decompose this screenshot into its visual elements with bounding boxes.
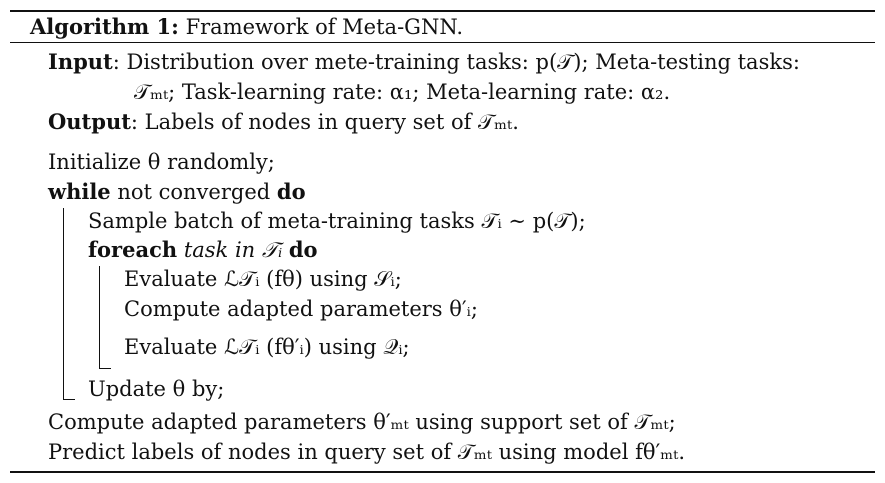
evaluate-support-step: Evaluate ℒ𝒯ᵢ (fθ) using 𝒮ᵢ; <box>124 267 402 291</box>
while-step <box>48 178 306 206</box>
while-block-bar <box>63 208 64 400</box>
input-line-1 <box>48 48 800 76</box>
update-step: Update θ by; <box>88 377 225 401</box>
foreach-keyword: foreach <box>88 237 178 262</box>
compute-mt-step: Compute adapted parameters θ′ₘₜ using support set of 𝒯ₘₜ; <box>48 410 676 434</box>
input-text-1: : Distribution over mete-training tasks: p(𝒯); Meta-testing tasks: <box>112 50 800 74</box>
while-keyword: while <box>48 179 111 204</box>
input-keyword: Input <box>48 49 113 74</box>
bottom-rule <box>10 471 875 473</box>
input-line-2 <box>134 78 670 106</box>
algorithm-caption <box>30 13 463 41</box>
algorithm-title: Framework of Meta-GNN. <box>185 15 464 39</box>
while-condition: not converged <box>110 180 277 204</box>
evaluate-query-step: Evaluate ℒ𝒯ᵢ (fθ′ᵢ) using 𝒬ᵢ; <box>124 335 410 359</box>
output-keyword: Output <box>48 109 131 134</box>
while-do-keyword: do <box>276 179 306 204</box>
foreach-condition: task in 𝒯ᵢ <box>177 238 289 262</box>
foreach-step <box>88 236 318 264</box>
output-text: : Labels of nodes in query set of 𝒯ₘₜ. <box>130 110 519 134</box>
top-rule <box>10 10 875 12</box>
init-step: Initialize θ randomly; <box>48 150 275 174</box>
input-text-2: 𝒯ₘₜ; Task-learning rate: α₁; Meta-learning rate: α₂. <box>134 80 671 104</box>
algorithm-label: Algorithm 1: <box>30 14 179 39</box>
while-block-end <box>63 399 75 400</box>
compute-adapted-step: Compute adapted parameters θ′ᵢ; <box>124 297 478 321</box>
sample-step: Sample batch of meta-training tasks 𝒯ᵢ ∼ p(𝒯); <box>88 209 586 233</box>
foreach-block-bar <box>99 266 100 369</box>
output-line <box>48 108 519 136</box>
predict-step: Predict labels of nodes in query set of 𝒯ₘₜ using model fθ′ₘₜ. <box>48 440 686 464</box>
header-rule <box>10 42 875 43</box>
foreach-block-end <box>99 368 111 369</box>
foreach-do-keyword: do <box>288 237 318 262</box>
